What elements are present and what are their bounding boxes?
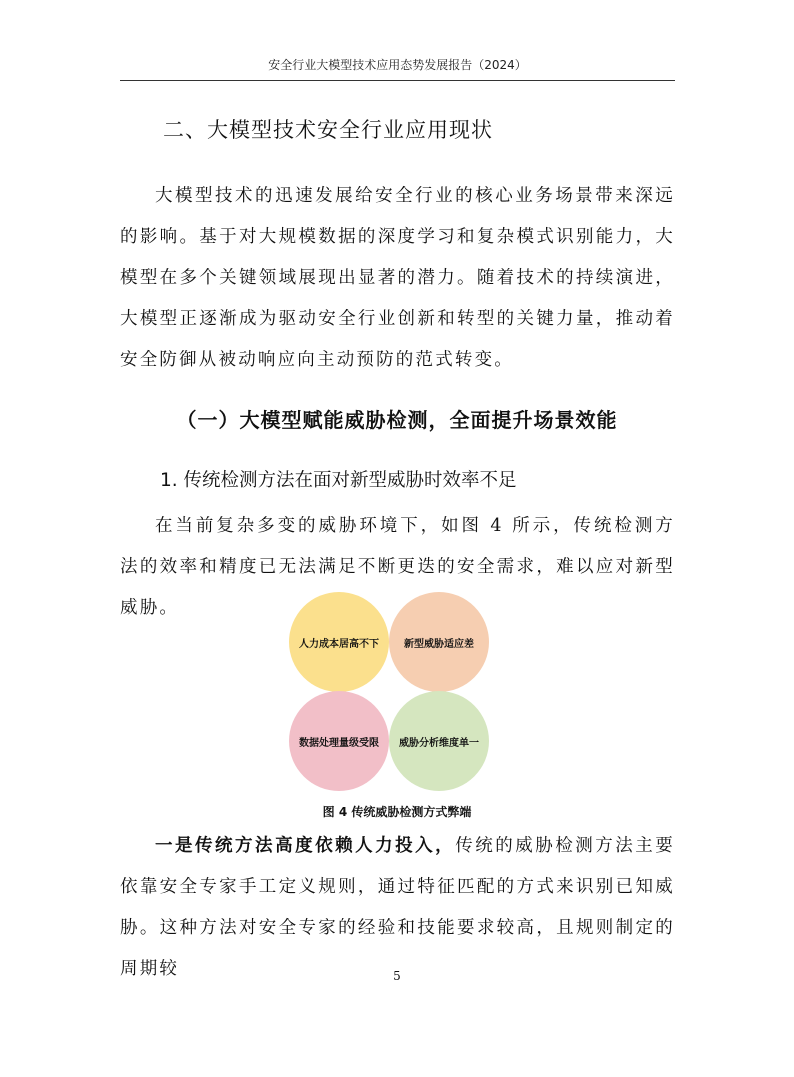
figure-caption: 图 4 传统威胁检测方式弊端 [322,805,472,819]
circle-analysis-dimension [389,691,489,791]
body-paragraph-3 [120,826,675,990]
section-title: 二、大模型技术安全行业应用现状 [163,118,493,142]
circle-labor-cost [289,592,389,692]
header-divider [120,80,675,81]
page-number: 5 [393,969,401,983]
running-header: 安全行业大模型技术应用态势发展报告（2024） [268,58,527,72]
figure-4-diagram [285,590,495,794]
circle-label: 新型威胁适应差 [404,638,474,650]
circle-data-volume [289,691,389,791]
circle-label: 人力成本居高不下 [299,638,379,650]
circle-label: 威胁分析维度单一 [399,737,479,749]
paragraph-lead-bold: 一是传统方法高度依赖人力投入， [155,836,456,856]
circle-new-threat-adaptation [389,592,489,692]
subsection-title: （一）大模型赋能威胁检测，全面提升场景效能 [176,408,618,432]
body-paragraph-1: 大模型技术的迅速发展给安全行业的核心业务场景带来深远的影响。基于对大规模数据的深度学习和复杂模式识别能力，大模型在多个关键领域展现出显著的潜力。随着技术的持续演进，大模型正逐渐成为驱动安全行业创新和转型的关键力量，推动着安全防御从被动响应向主动预防的范式转变。 [120,186,675,370]
subsubsection-title: 1. 传统检测方法在面对新型威胁时效率不足 [160,470,517,491]
circle-label: 数据处理量级受限 [299,737,379,749]
paragraph-body: 传统的威胁检测方法主要依靠安全专家手工定义规则，通过特征匹配的方式来识别已知威胁。这种方法对安全专家的经验和技能要求较高，且规则制定的周期较 [120,836,676,979]
body-paragraph-2: 在当前复杂多变的威胁环境下，如图 4 所示，传统检测方法的效率和精度已无法满足不断更迭的安全需求，难以应对新型威胁。 [120,516,675,618]
